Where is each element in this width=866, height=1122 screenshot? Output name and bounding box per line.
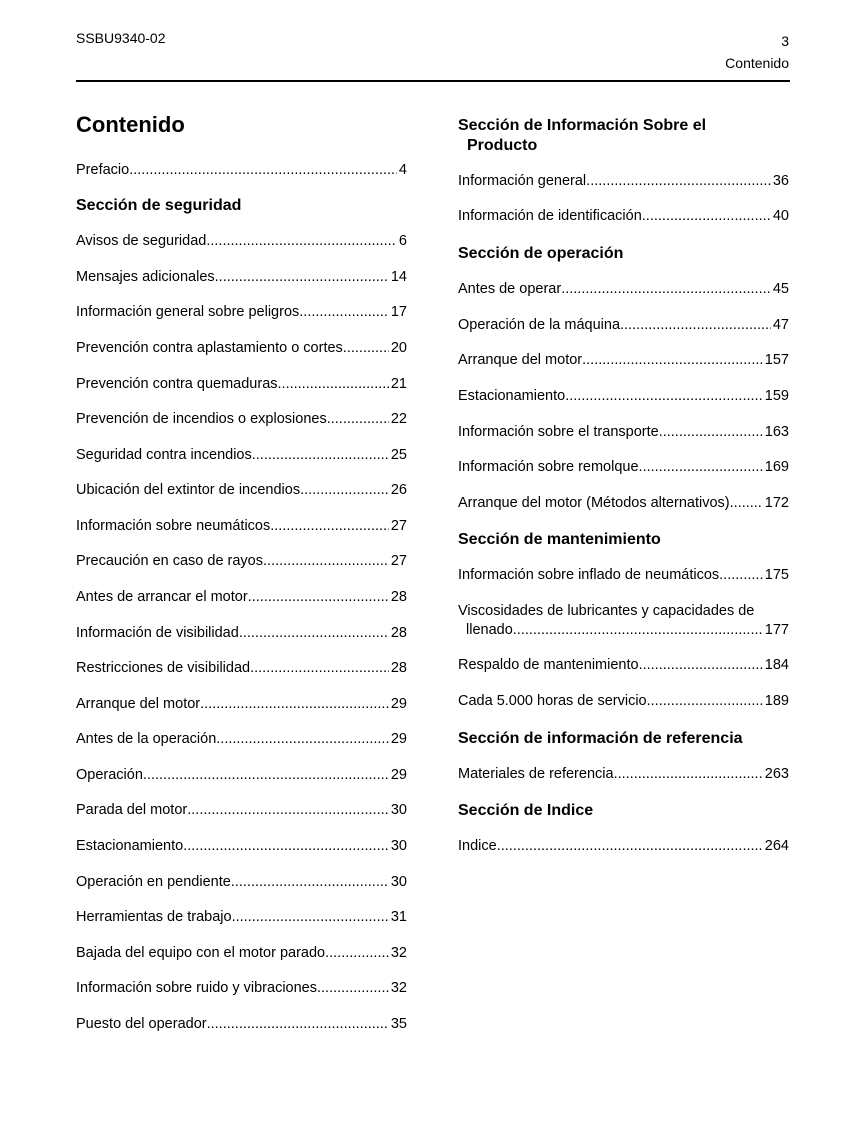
toc-entry[interactable] xyxy=(76,730,407,749)
toc-entry-label: Antes de arrancar el motor xyxy=(76,589,248,605)
leader-dots xyxy=(639,458,763,477)
toc-entry-label: Información sobre remolque xyxy=(458,459,639,475)
toc-entry-page: 27 xyxy=(390,518,407,534)
toc-entry[interactable] xyxy=(458,423,789,442)
leader-dots xyxy=(513,621,763,640)
toc-entry[interactable] xyxy=(76,944,407,963)
toc-entry-page: 177 xyxy=(764,622,789,638)
leader-dots xyxy=(719,566,763,585)
leader-dots xyxy=(327,410,389,429)
toc-entry-page: 32 xyxy=(390,980,407,996)
leader-dots xyxy=(620,316,771,335)
toc-entry-viscosidades[interactable] xyxy=(458,602,789,640)
toc-entry-label: Avisos de seguridad xyxy=(76,233,207,249)
toc-entry-page: 29 xyxy=(390,731,407,747)
leader-dots xyxy=(143,766,389,785)
toc-entry-page: 27 xyxy=(390,553,407,569)
toc-entry[interactable] xyxy=(458,351,789,370)
leader-dots xyxy=(232,908,389,927)
leader-dots xyxy=(252,446,389,465)
toc-entry-label: Información sobre el transporte xyxy=(458,424,659,440)
section-heading-line: Producto xyxy=(467,137,538,154)
toc-entry-page: 163 xyxy=(764,424,789,440)
toc-entry-page: 169 xyxy=(764,459,789,475)
toc-entry-label: Antes de operar xyxy=(458,281,562,297)
toc-entry[interactable] xyxy=(76,908,407,927)
toc-entry-page: 35 xyxy=(390,1016,407,1032)
toc-entry[interactable] xyxy=(458,656,789,675)
toc-entry[interactable] xyxy=(76,766,407,785)
toc-entry-page: 6 xyxy=(398,233,407,249)
toc-entry-label: Estacionamiento xyxy=(458,388,566,404)
header-divider xyxy=(76,80,790,82)
toc-entry-label: Restricciones de visibilidad xyxy=(76,660,251,676)
toc-entry-label: Prevención contra aplastamiento o cortes xyxy=(76,340,343,356)
toc-entry-page: 264 xyxy=(764,838,789,854)
toc-entry-page: 157 xyxy=(764,352,789,368)
leader-dots xyxy=(317,979,389,998)
toc-entry-page: 172 xyxy=(764,495,789,511)
leader-dots xyxy=(659,423,763,442)
toc-entry-label: Arranque del motor xyxy=(76,696,201,712)
toc-entry-label: Información de visibilidad xyxy=(76,625,239,641)
toc-entry-label: Ubicación del extintor de incendios xyxy=(76,482,301,498)
leader-dots xyxy=(278,375,389,394)
toc-entry[interactable] xyxy=(76,446,407,465)
leader-dots xyxy=(325,944,389,963)
toc-entry[interactable] xyxy=(76,552,407,571)
leader-dots xyxy=(561,280,771,299)
toc-entry[interactable] xyxy=(458,494,789,513)
toc-entry-page: 28 xyxy=(390,589,407,605)
leader-dots xyxy=(647,692,763,711)
toc-entry-page: 30 xyxy=(390,802,407,818)
toc-entry-label: Información sobre neumáticos xyxy=(76,518,271,534)
leader-dots xyxy=(250,659,389,678)
toc-entry-label: Materiales de referencia xyxy=(458,766,614,782)
toc-entry[interactable] xyxy=(76,303,407,322)
toc-entry-page: 26 xyxy=(390,482,407,498)
leader-dots xyxy=(231,873,389,892)
toc-entry-label: Información general sobre peligros xyxy=(76,304,300,320)
toc-entry-label: Viscosidades de lubricantes y capacidades de xyxy=(458,603,755,619)
toc-entry-page: 28 xyxy=(390,660,407,676)
toc-entry-page: 30 xyxy=(390,874,407,890)
toc-entry[interactable] xyxy=(76,339,407,358)
toc-entry[interactable] xyxy=(76,481,407,500)
toc-entry-label: Respaldo de mantenimiento xyxy=(458,657,639,673)
page-number: 3 xyxy=(781,33,789,49)
section-heading-mantenimiento: Sección de mantenimiento xyxy=(458,531,661,548)
section-heading-line: Sección de Información Sobre el xyxy=(458,117,707,134)
toc-entry-label: Seguridad contra incendios xyxy=(76,447,252,463)
toc-entry[interactable] xyxy=(76,375,407,394)
toc-entry[interactable] xyxy=(76,873,407,892)
toc-entry-page: 31 xyxy=(390,909,407,925)
leader-dots xyxy=(343,339,389,358)
toc-entry-label: Estacionamiento xyxy=(76,838,184,854)
leader-dots xyxy=(639,656,763,675)
toc-entry-page: 29 xyxy=(390,767,407,783)
toc-entry-page: 32 xyxy=(390,945,407,961)
toc-entry-continuation xyxy=(458,621,789,640)
toc-entry[interactable] xyxy=(76,517,407,536)
toc-entry-page: 189 xyxy=(764,693,789,709)
section-heading-indice: Sección de Indice xyxy=(458,802,594,819)
toc-entry-label: llenado xyxy=(466,622,513,638)
document-id: SSBU9340-02 xyxy=(76,30,166,46)
toc-entry-page: 28 xyxy=(390,625,407,641)
toc-entry[interactable] xyxy=(76,801,407,820)
leader-dots xyxy=(730,494,763,513)
leader-dots xyxy=(200,695,389,714)
toc-entry-page: 47 xyxy=(772,317,789,333)
toc-entry-page: 25 xyxy=(390,447,407,463)
leader-dots xyxy=(299,303,389,322)
toc-entry-page: 159 xyxy=(764,388,789,404)
leader-dots xyxy=(215,268,389,287)
toc-entry[interactable] xyxy=(458,566,789,585)
toc-entry-label: Antes de la operación xyxy=(76,731,217,747)
header-section-name: Contenido xyxy=(725,55,789,71)
toc-entry-page: 30 xyxy=(390,838,407,854)
leader-dots xyxy=(565,387,763,406)
leader-dots xyxy=(614,765,763,784)
toc-entry[interactable] xyxy=(76,1015,407,1034)
toc-entry-prefacio[interactable] xyxy=(76,161,407,180)
toc-entry-label: Información sobre ruido y vibraciones xyxy=(76,980,317,996)
toc-entry-label: Prevención de incendios o explosiones xyxy=(76,411,327,427)
leader-dots xyxy=(207,1015,389,1034)
toc-entry-label: Mensajes adicionales xyxy=(76,269,215,285)
toc-entry-label: Operación de la máquina xyxy=(458,317,621,333)
page-header-right xyxy=(549,30,789,74)
toc-entry-label: Información de identificación xyxy=(458,208,642,224)
toc-entry-label: Parada del motor xyxy=(76,802,188,818)
leader-dots xyxy=(187,801,389,820)
toc-entry[interactable] xyxy=(458,172,789,191)
toc-entry[interactable] xyxy=(76,659,407,678)
toc-entry-page: 20 xyxy=(390,340,407,356)
toc-entry[interactable] xyxy=(458,458,789,477)
toc-entry-page: 17 xyxy=(390,304,407,320)
leader-dots xyxy=(497,837,763,856)
toc-entry-label: Indice xyxy=(458,838,497,854)
section-heading-seguridad: Sección de seguridad xyxy=(76,197,242,214)
toc-entry[interactable] xyxy=(76,268,407,287)
toc-entry-page: 45 xyxy=(772,281,789,297)
leader-dots xyxy=(216,730,389,749)
toc-entry-page: 184 xyxy=(764,657,789,673)
toc-entry-page: 4 xyxy=(398,162,407,178)
toc-entry-page: 175 xyxy=(764,567,789,583)
toc-entry-label: Puesto del operador xyxy=(76,1016,207,1032)
toc-entry[interactable] xyxy=(458,387,789,406)
toc-entry[interactable] xyxy=(458,692,789,711)
toc-entry-label: Arranque del motor xyxy=(458,352,583,368)
leader-dots xyxy=(248,588,389,607)
toc-entry-label: Información sobre inflado de neumáticos xyxy=(458,567,720,583)
toc-entry-label: Prefacio xyxy=(76,162,130,178)
toc-entry-page: 40 xyxy=(772,208,789,224)
toc-entry-label: Operación en pendiente xyxy=(76,874,231,890)
leader-dots xyxy=(263,552,389,571)
toc-entry[interactable] xyxy=(458,765,789,784)
toc-entry-label: Información general xyxy=(458,173,587,189)
toc-entry-label: Precaución en caso de rayos xyxy=(76,553,263,569)
toc-entry[interactable] xyxy=(458,837,789,856)
toc-entry-page: 263 xyxy=(764,766,789,782)
toc-entry[interactable] xyxy=(76,410,407,429)
leader-dots xyxy=(270,517,389,536)
toc-entry-page: 14 xyxy=(390,269,407,285)
page-title: Contenido xyxy=(76,112,185,137)
section-heading-referencia: Sección de información de referencia xyxy=(458,730,743,747)
leader-dots xyxy=(300,481,389,500)
toc-entry-page: 21 xyxy=(390,376,407,392)
toc-entry-label: Prevención contra quemaduras xyxy=(76,376,278,392)
toc-entry-label: Cada 5.000 horas de servicio xyxy=(458,693,647,709)
leader-dots xyxy=(239,624,389,643)
toc-entry[interactable] xyxy=(76,979,407,998)
leader-dots xyxy=(206,232,397,251)
section-heading-operacion: Sección de operación xyxy=(458,245,624,262)
toc-entry[interactable] xyxy=(76,695,407,714)
leader-dots xyxy=(642,207,771,226)
toc-entry-page: 36 xyxy=(772,173,789,189)
section-heading-producto xyxy=(458,116,706,156)
toc-entry-page: 29 xyxy=(390,696,407,712)
leader-dots xyxy=(129,161,397,180)
toc-entry[interactable] xyxy=(458,316,789,335)
leader-dots xyxy=(183,837,389,856)
toc-entry[interactable] xyxy=(458,207,789,226)
toc-entry-label: Bajada del equipo con el motor parado xyxy=(76,945,326,961)
toc-entry-label: Herramientas de trabajo xyxy=(76,909,232,925)
leader-dots xyxy=(586,172,771,191)
toc-entry[interactable] xyxy=(76,588,407,607)
toc-entry[interactable] xyxy=(458,280,789,299)
toc-entry-label: Arranque del motor (Métodos alternativos) xyxy=(458,495,730,511)
leader-dots xyxy=(582,351,763,370)
toc-entry[interactable] xyxy=(76,232,407,251)
toc-entry[interactable] xyxy=(76,837,407,856)
toc-entry[interactable] xyxy=(76,624,407,643)
toc-entry-label: Operación xyxy=(76,767,143,783)
toc-entry-page: 22 xyxy=(390,411,407,427)
